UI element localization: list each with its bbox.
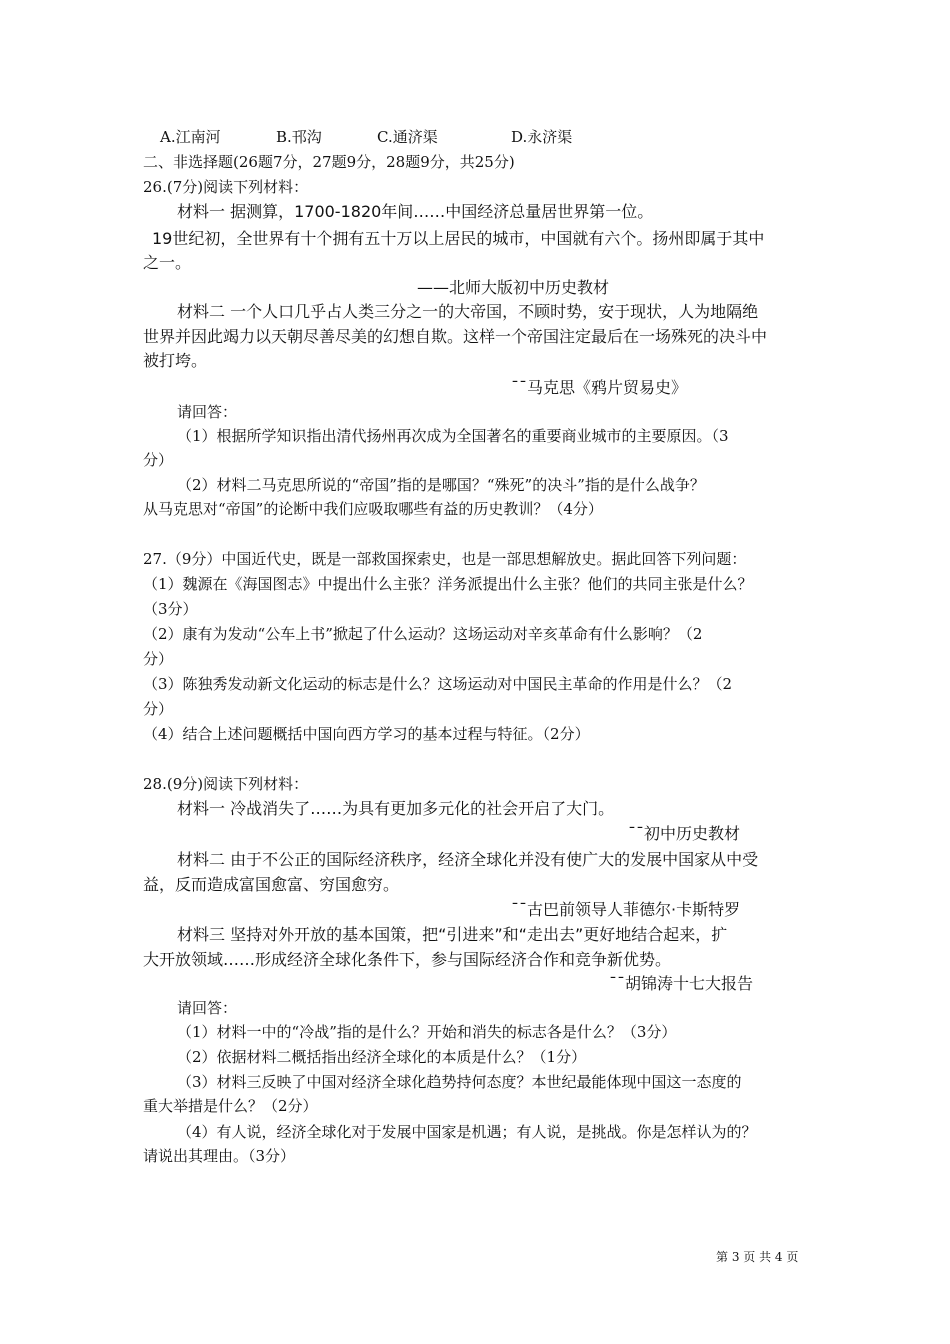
q25-option-d: D.永济渠 [511,128,573,146]
q25-options [160,127,620,147]
q25-option-a: A.江南河 [160,128,221,146]
q27-question1-line1: （1）魏源在《海国图志》中提出什么主张？洋务派提出什么主张？他们的共同主张是什么？ [143,575,753,593]
section2-heading: 二、非选择题(26题7分，27题9分，28题9分，共25分) [143,153,515,171]
q27-question1-line2: （3分） [143,600,198,618]
q28-question3-line2: 重大举措是什么？（2分） [143,1097,318,1115]
q26-question2-line1: （2）材料二马克思所说的“帝国”指的是哪国？“殊死”的决斗”指的是什么战争？ [177,476,705,494]
q28-question3-line1: （3）材料三反映了中国对经济全球化趋势持何态度？本世纪最能体现中国这一态度的 [177,1073,742,1091]
q27-question3-line1: （3）陈独秀发动新文化运动的标志是什么？这场运动对中国民主革命的作用是什么？（2 [143,675,733,693]
q28-material1-source: ¯¯初中历史教材 [628,824,741,843]
q27-question2-line2: 分） [143,650,174,668]
q28-material3-source: ¯¯胡锦涛十七大报告 [609,974,754,993]
q28-material2-line1: 材料二 由于不公正的国际经济秩序，经济全球化并没有使广大的发展中国家从中受 [177,850,759,869]
page-number-footer: 第 3 页 共 4 页 [716,1250,799,1264]
q26-material2-line1: 材料二 一个人口几乎占人类三分之一的大帝国，不顾时势，安于现状，人为地隔绝 [177,302,759,321]
q28-intro: 28.(9分)阅读下列材料： [143,775,309,793]
q27-question4-line1: （4）结合上述问题概括中国向西方学习的基本过程与特征。（2分） [143,725,590,743]
q28-material2-source: ¯¯古巴前领导人菲德尔·卡斯特罗 [511,900,741,919]
q28-material3-line1: 材料三 坚持对外开放的基本国策，把“引进来”和“走出去”更好地结合起来，扩 [177,925,728,944]
q28-material1-line1: 材料一 冷战消失了……为具有更加多元化的社会开启了大门。 [177,799,615,818]
q26-material2-line3: 被打垮。 [143,351,208,370]
q28-question4-line1: （4）有人说，经济全球化对于发展中国家是机遇；有人说，是挑战。你是怎样认为的？ [177,1123,757,1141]
q28-material2-line2: 益，反而造成富国愈富、穷国愈穷。 [143,875,400,894]
q25-option-c: C.通济渠 [377,128,438,146]
q26-material1-source: ——北师大版初中历史教材 [417,278,610,297]
q26-question1-line1: （1）根据所学知识指出清代扬州再次成为全国著名的重要商业城市的主要原因。（3 [177,427,729,445]
q26-intro: 26.(7分)阅读下列材料： [143,178,309,196]
q25-option-b: B.邗沟 [276,128,322,146]
q28-question4-line2: 请说出其理由。（3分） [143,1147,296,1165]
q26-ask: 请回答： [177,403,238,421]
q26-material2-source: ¯¯马克思《鸦片贸易史》 [511,378,688,397]
q26-question2-line2: 从马克思对“帝国”的论断中我们应吸取哪些有益的历史教训？（4分） [143,500,603,518]
q27-intro: 27.（9分）中国近代史，既是一部救国探索史，也是一部思想解放史。据此回答下列问题： [143,550,747,568]
q28-ask: 请回答： [177,999,238,1017]
q28-question1-line1: （1）材料一中的“冷战”指的是什么？开始和消失的标志各是什么？（3分） [177,1023,677,1041]
q28-material3-line2: 大开放领域……形成经济全球化条件下，参与国际经济合作和竞争新优势。 [143,950,672,969]
q26-question1-line2: 分） [143,451,174,469]
q27-question2-line1: （2）康有为发动“公车上书”掀起了什么运动？这场运动对辛亥革命有什么影响？（2 [143,625,703,643]
q27-question3-line2: 分） [143,700,174,718]
q26-material1-line2: 19世纪初，全世界有十个拥有五十万以上居民的城市，中国就有六个。扬州即属于其中 [152,229,765,248]
q26-material2-line2: 世界并因此竭力以天朝尽善尽美的幻想自欺。这样一个帝国注定最后在一场殊死的决斗中 [143,327,768,346]
q26-material1-line3: 之一。 [143,253,192,272]
q28-question2-line1: （2）依据材料二概括指出经济全球化的本质是什么？（1分） [177,1048,587,1066]
q26-material1-line1: 材料一 据测算，1700-1820年间……中国经济总量居世界第一位。 [177,202,654,221]
